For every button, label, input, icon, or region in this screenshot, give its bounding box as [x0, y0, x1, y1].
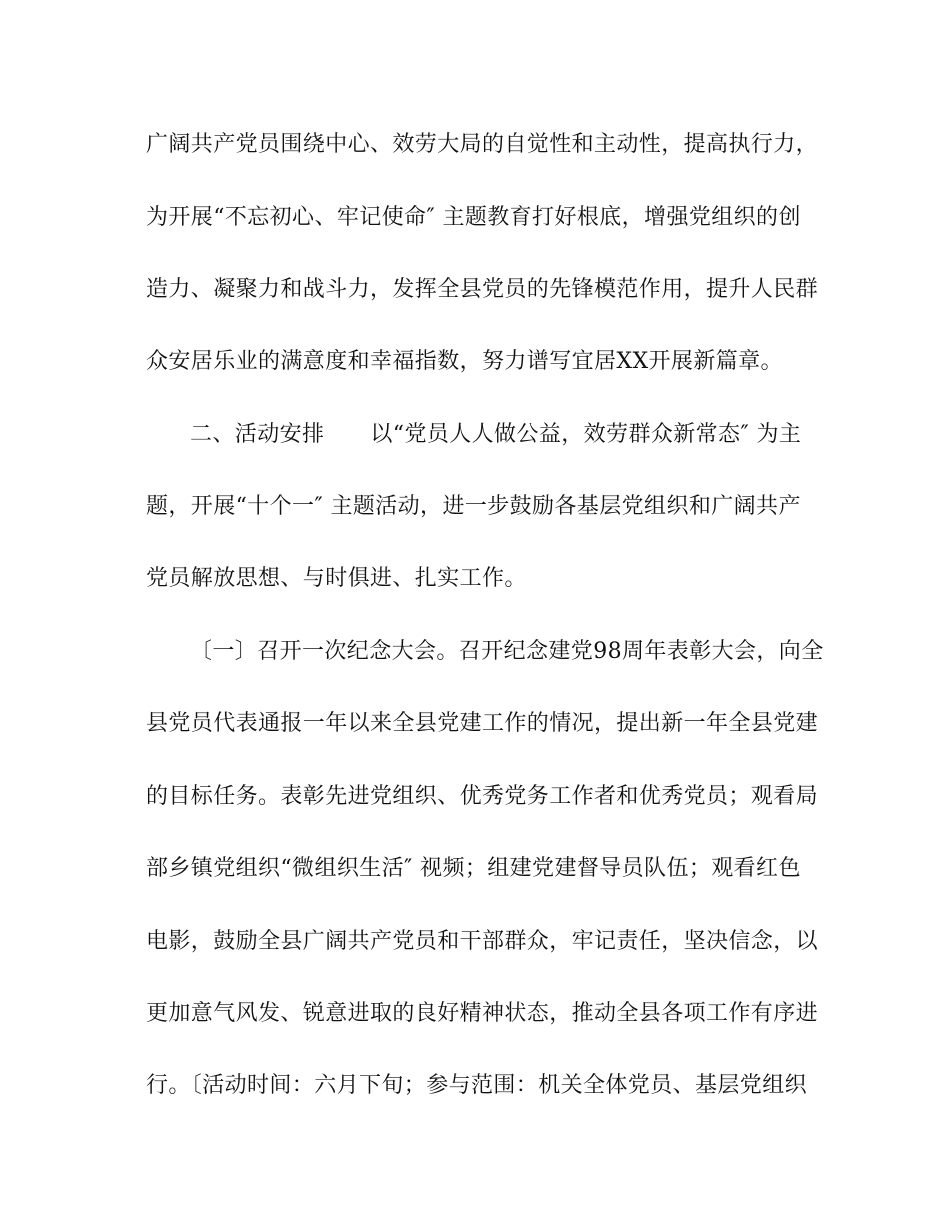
- paragraph-line: 〔一〕召开一次纪念大会。召开纪念建党98周年表彰大会，向全: [190, 639, 824, 664]
- paragraph-line: 县党员代表通报一年以来全县党建工作的情况，提出新一年全县党建: [146, 711, 819, 736]
- paragraph-line: 更加意气风发、锐意进取的良好精神状态，推动全县各项工作有序进: [146, 1001, 819, 1026]
- section-heading: 二、活动安排: [190, 422, 325, 447]
- paragraph-line: 众安居乐业的满意度和幸福指数，努力谱写宜居XX开展新篇章。: [146, 349, 783, 374]
- section-intro: 以“党员人人做公益，效劳群众新常态″ 为主: [370, 422, 802, 447]
- paragraph-line: 造力、凝聚力和战斗力，发挥全县党员的先锋模范作用，提升人民群: [146, 277, 819, 302]
- paragraph-line: 电影，鼓励全县广阔共产党员和干部群众，牢记责任，坚决信念，以: [146, 929, 819, 954]
- paragraph-line: 的目标任务。表彰先进党组织、优秀党务工作者和优秀党员；观看局: [146, 784, 819, 809]
- paragraph-line: 部乡镇党组织“微组织生活″ 视频；组建党建督导员队伍；观看红色: [146, 856, 801, 881]
- paragraph-line: 题，开展“十个一″ 主题活动，进一步鼓励各基层党组织和广阔共产: [146, 494, 801, 519]
- paragraph-line: 行。〔活动时间：六月下旬；参与范围：机关全体党员、基层党组织: [146, 1073, 808, 1098]
- section-heading-line: [190, 418, 890, 452]
- paragraph-line: 广阔共产党员围绕中心、效劳大局的自觉性和主动性，提高执行力，: [146, 132, 819, 157]
- paragraph-line: 为开展“不忘初心、牢记使命″ 主题教育打好根底，增强党组织的创: [146, 205, 801, 230]
- paragraph-line: 党员解放思想、与时俱进、扎实工作。: [146, 566, 527, 591]
